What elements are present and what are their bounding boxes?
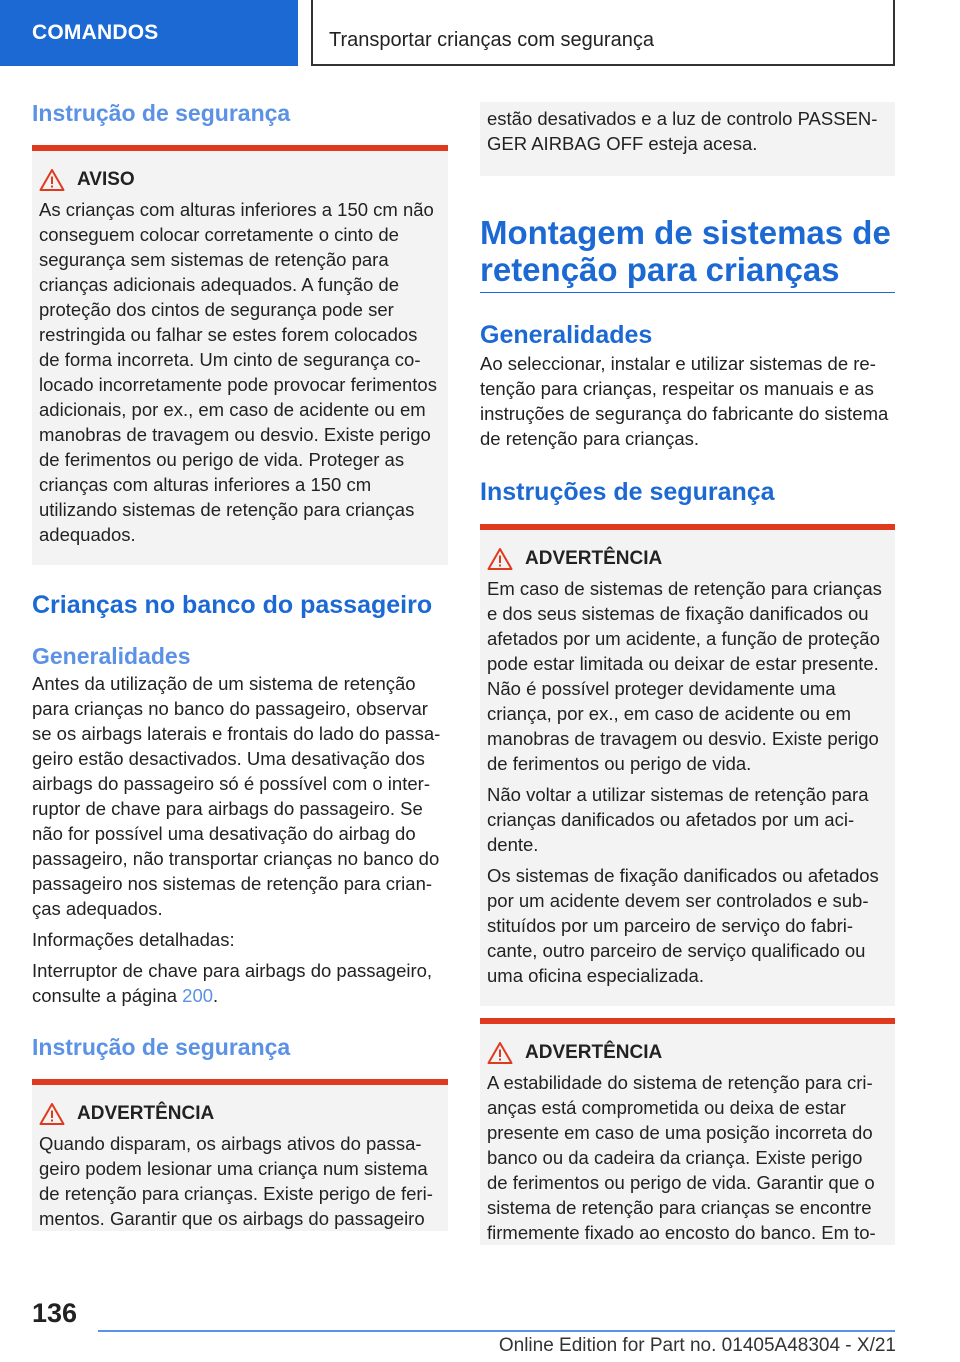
page-header xyxy=(0,0,960,66)
advertencia-1-p3: Os sistemas de fixação danificados ou afetados por um acidente devem ser controlados e substituídos por um parceiro de serviço do fabricante, outro parceiro de serviço qualificado ou uma oficina especializada. xyxy=(487,865,879,986)
advertencia-continuation xyxy=(480,102,895,176)
aviso-label: AVISO xyxy=(77,169,135,190)
advertencia-1-title xyxy=(487,546,888,572)
advertencia-title xyxy=(39,1101,441,1127)
page-number: 136 xyxy=(32,1298,78,1328)
heading-safety-instructions: Instruções de segurança xyxy=(480,478,775,506)
advertencia-2-label: ADVERTÊNCIA xyxy=(525,1042,663,1063)
section-label: COMANDOS xyxy=(0,0,298,66)
reference-end: . xyxy=(213,985,219,1006)
aviso-title xyxy=(39,167,441,193)
chapter-title: Transportar crianças com segurança xyxy=(311,0,895,66)
generalities-text: Antes da utilização de um sistema de retenção para crianças no banco do passageiro, observar se os airbags laterais e frontais do lado do passageiro estão desactivados. Uma desativação dos airbags do passageiro só é possível com o interruptor de chave para airbags do passageiro. Se não for possível uma desativação do airbag do passageiro, não transportar crianças no banco do passageiro nos sistemas de retenção para crianças adequados. xyxy=(32,673,441,919)
aviso-box xyxy=(32,145,448,565)
generalities-right-text: Ao seleccionar, instalar e utilizar sistemas de retenção para crianças, respeitar os manuais e as instruções de segurança do fabricante do sistema de retenção para crianças. xyxy=(480,353,889,449)
aviso-text: As crianças com alturas inferiores a 150 cm não conseguem colocar corretamente o cinto de segurança sem sistemas de retenção para crianças adicionais adequados. A função de proteção dos cintos de segurança pode ser restringida ou falhar se estes forem colocados de forma incorreta. Um cinto de segurança colocado incorretamente pode provocar ferimentos adicionais, por ex., em caso de acidente ou em manobras de travagem ou desvio. Existe perigo de ferimentos ou perigo de vida. Proteger as crianças com alturas inferiores a 150 cm utilizando sistemas de retenção para crianças adequados. xyxy=(39,199,437,545)
heading-generalities: Generalidades xyxy=(32,643,191,669)
right-column xyxy=(480,102,895,1245)
warning-triangle-icon xyxy=(487,547,513,571)
edition-note: Online Edition for Part no. 01405A48304 - X/21 xyxy=(498,1335,896,1356)
details-label: Informações detalhadas: xyxy=(32,929,235,950)
advertencia-1-p2: Não voltar a utilizar sistemas de retenção para crianças danificados ou afetados por um acidente. xyxy=(487,784,869,855)
page-link[interactable]: 200 xyxy=(182,985,214,1006)
advertencia-2-text: A estabilidade do sistema de retenção para crianças está comprometida ou deixa de estar presente em caso de uma posição incorreta do banco ou da cadeira da criança. Existe perigo de ferimentos ou perigo de vida. Garantir que o sistema de retenção para crianças se encontre firmemente fixado ao encosto do banco. Em to- xyxy=(487,1072,876,1243)
warning-triangle-icon xyxy=(39,168,65,192)
advertencia-box-1 xyxy=(480,524,895,1006)
advertencia-text: Quando disparam, os airbags ativos do passageiro podem lesionar uma criança num sistema de retenção para crianças. Existe perigo de ferimentos. Garantir que os airbags do passageiro xyxy=(39,1133,433,1229)
heading-generalities-right: Generalidades xyxy=(480,321,653,349)
left-column xyxy=(32,98,448,1231)
heading-rule xyxy=(480,292,895,293)
page-reference xyxy=(32,958,448,1008)
heading-mounting: Montagem de sistemas de retenção para crianças xyxy=(480,214,891,288)
advertencia-box-2 xyxy=(480,1018,895,1245)
heading-safety-instruction-2: Instrução de segurança xyxy=(32,1034,291,1060)
continuation-text: estão desativados e a luz de controlo PASSENGER AIRBAG OFF esteja acesa. xyxy=(487,108,878,154)
warning-triangle-icon xyxy=(39,1102,65,1126)
advertencia-label: ADVERTÊNCIA xyxy=(77,1103,215,1124)
warning-triangle-icon xyxy=(487,1041,513,1065)
advertencia-2-title xyxy=(487,1040,888,1066)
advertencia-1-label: ADVERTÊNCIA xyxy=(525,548,663,569)
advertencia-1-p1: Em caso de sistemas de retenção para crianças e dos seus sistemas de fixação danificados ou afetados por um acidente, a função de proteção pode estar limitada ou deixar de estar presente. Não é possível proteger devidamente uma criança, por ex., em caso de acidente ou em manobras de travagem ou desvio. Existe perigo de ferimentos ou perigo de vida. xyxy=(487,578,882,774)
heading-passenger-seat: Crianças no banco do passageiro xyxy=(32,591,433,619)
reference-text: Interruptor de chave para airbags do passageiro, consulte a página xyxy=(32,960,433,1006)
heading-safety-instruction: Instrução de segurança xyxy=(32,100,291,126)
advertencia-box-left xyxy=(32,1079,448,1231)
